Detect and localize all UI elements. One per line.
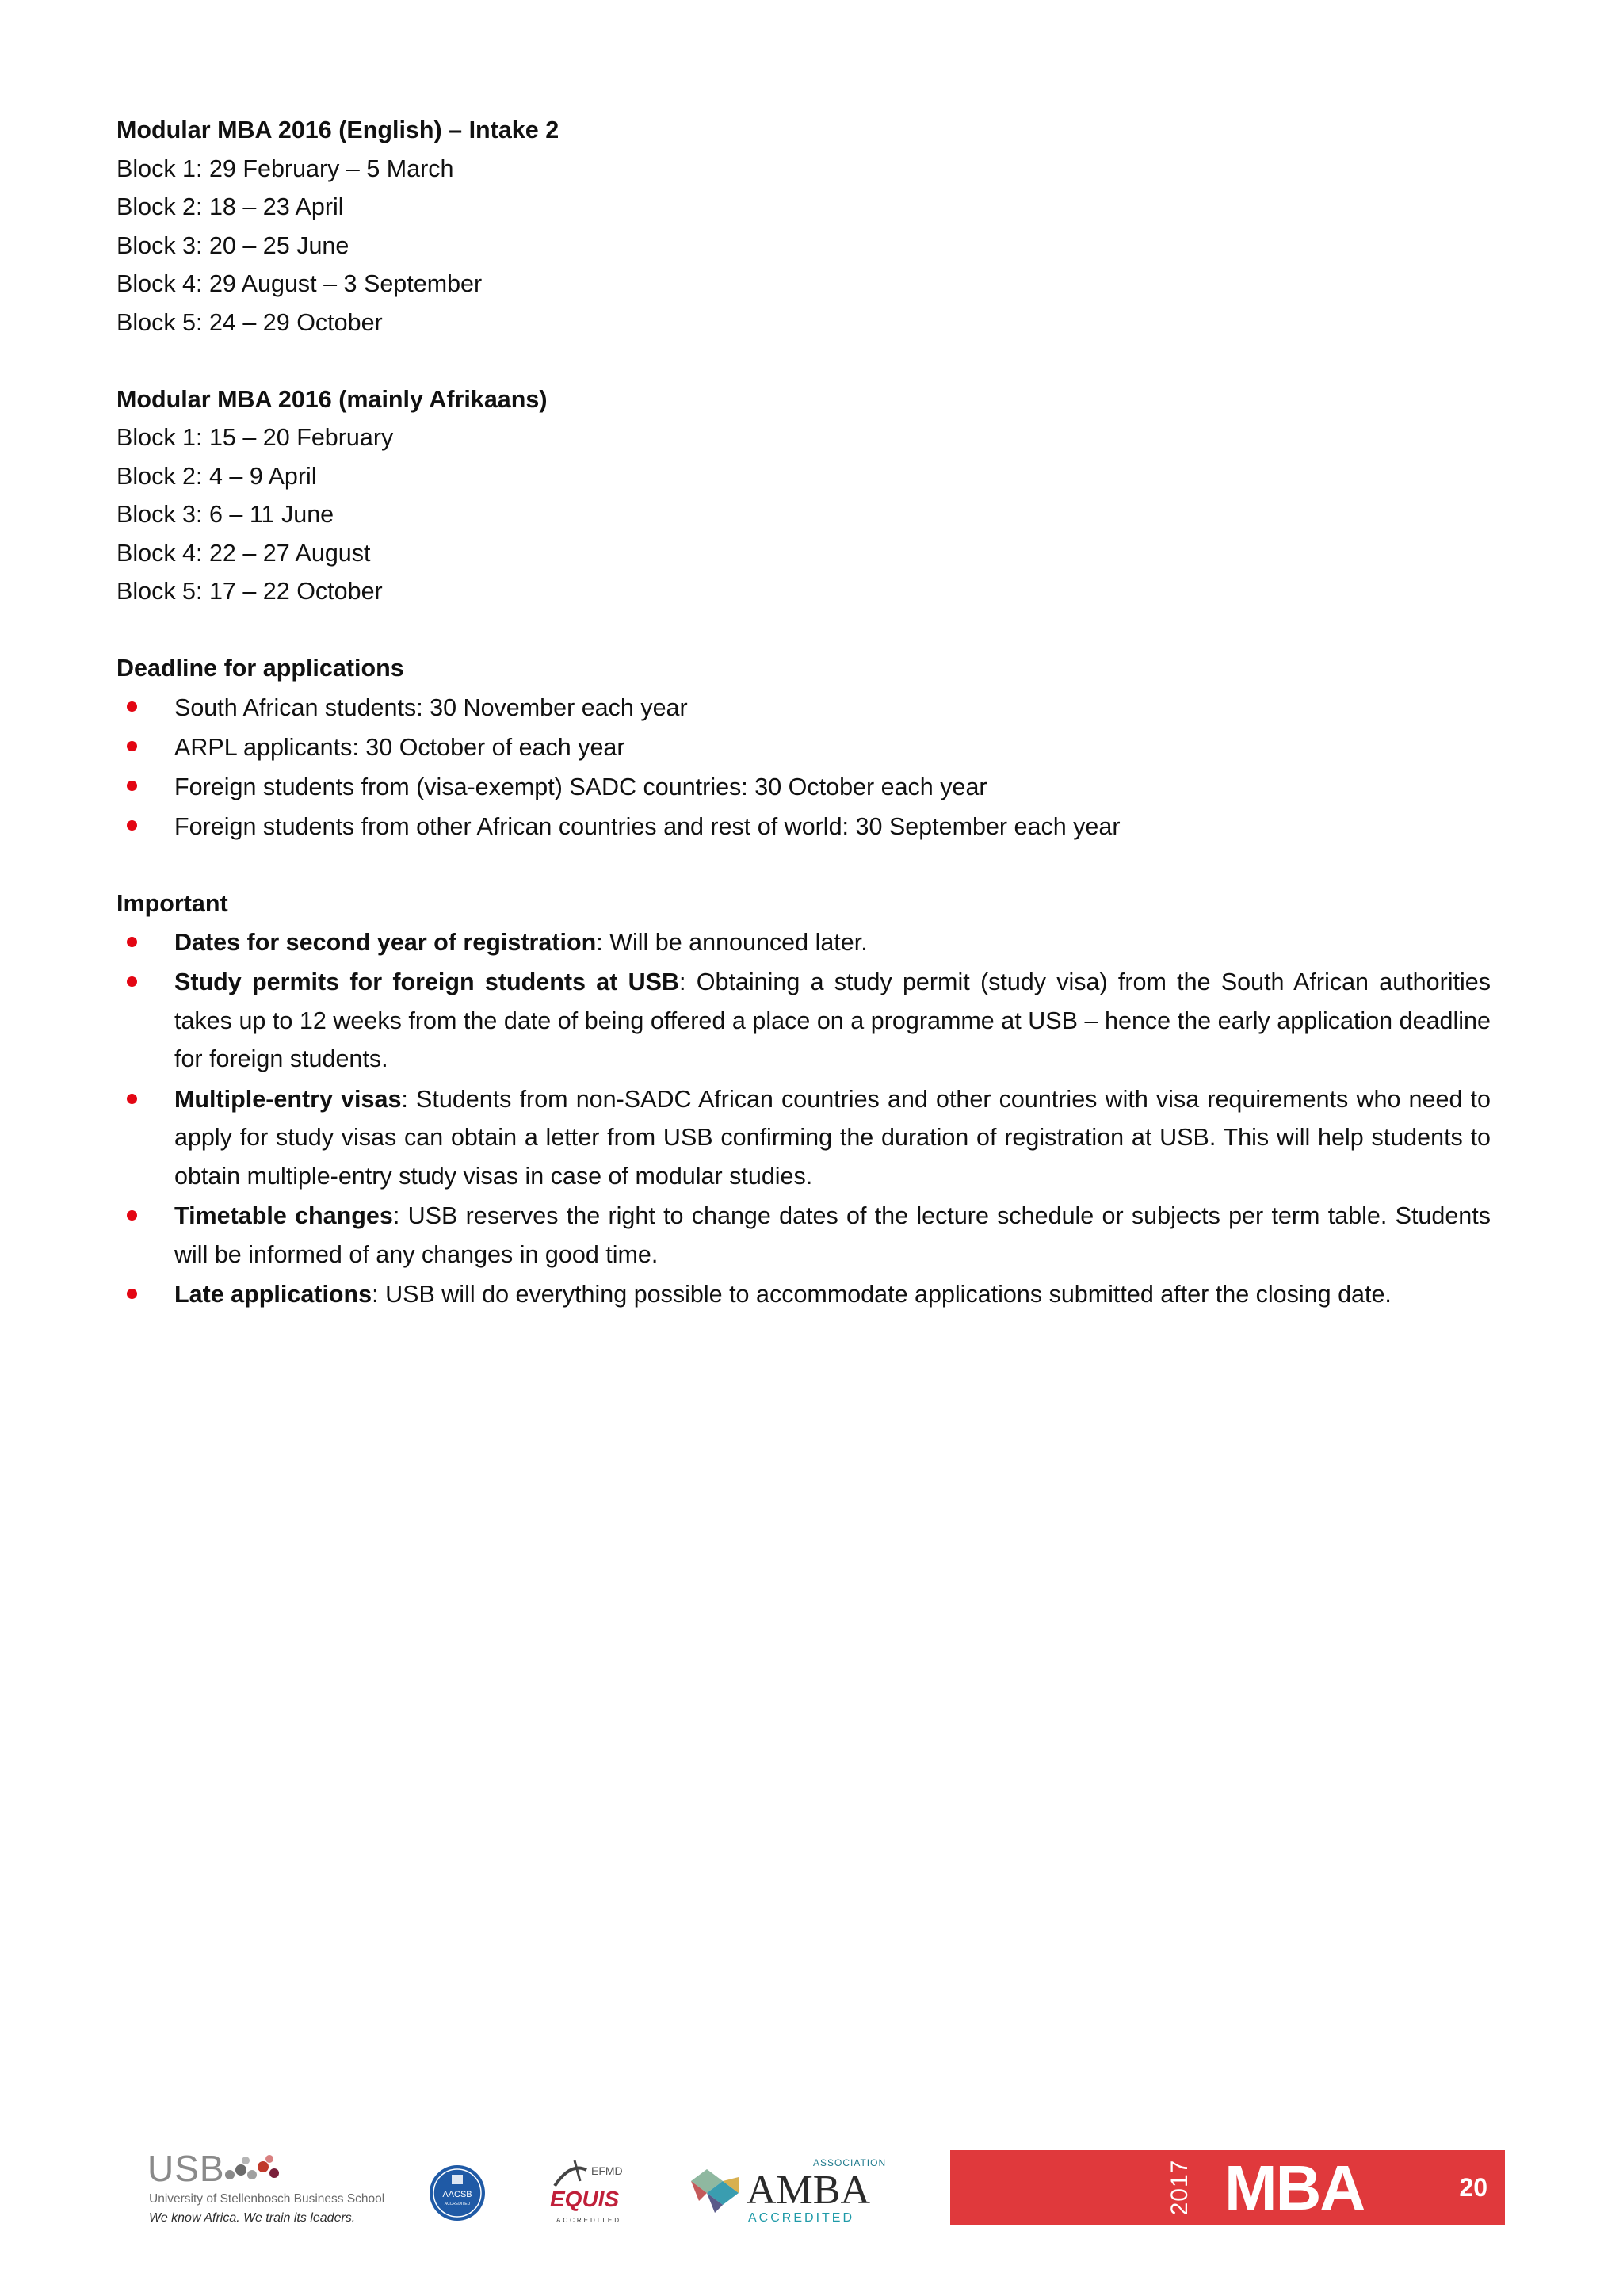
important-item-text: : USB will do everything possible to accommodate applications submitted after the closing date. xyxy=(372,1281,1392,1308)
spacer xyxy=(116,611,1491,650)
intake2-block-5: Block 5: 24 – 29 October xyxy=(116,308,383,336)
deadline-item xyxy=(116,767,1491,807)
important-item xyxy=(116,963,1491,1079)
afrikaans-block-3: Block 3: 6 – 11 June xyxy=(116,501,334,528)
important-item-term: Timetable changes xyxy=(174,1202,393,1229)
deadline-heading: Deadline for applications xyxy=(116,655,404,682)
spacer xyxy=(116,342,1491,380)
usb-tagline: We know Africa. We train its leaders. xyxy=(149,2211,356,2225)
deadline-item xyxy=(116,807,1491,846)
intake2-block-3: Block 3: 20 – 25 June xyxy=(116,231,349,259)
important-item xyxy=(116,1275,1491,1314)
deadline-item xyxy=(116,728,1491,767)
important-item xyxy=(116,1080,1491,1196)
equis-wordmark: EQUIS xyxy=(550,2187,620,2211)
important-section xyxy=(116,884,1491,1314)
bullet-dot-icon xyxy=(127,1210,137,1221)
important-heading: Important xyxy=(116,890,228,917)
usb-people-icon xyxy=(222,2154,285,2186)
important-item-term: Late applications xyxy=(174,1281,372,1308)
equis-accredited: ACCREDITED xyxy=(556,2217,622,2224)
banner-year: 2017 xyxy=(1167,2159,1193,2216)
amba-accredited: ACCREDITED xyxy=(748,2211,855,2225)
amba-diamond-icon xyxy=(683,2165,747,2221)
page-footer xyxy=(0,2140,1623,2235)
bullet-dot-icon xyxy=(127,741,137,751)
spacer xyxy=(116,846,1491,885)
afrikaans-block-1: Block 1: 15 – 20 February xyxy=(116,424,394,451)
bullet-dot-icon xyxy=(127,820,137,831)
banner-mba-wordmark: MBA xyxy=(1224,2153,1365,2223)
bullet-dot-icon xyxy=(127,701,137,712)
bullet-dot-icon xyxy=(127,1094,137,1104)
deadline-section xyxy=(116,649,1491,846)
important-item xyxy=(116,1197,1491,1274)
amba-association-text: ASSOCIATION xyxy=(813,2157,887,2168)
intake2-section xyxy=(116,111,1491,342)
aacsb-seal-text: AACSB xyxy=(442,2190,472,2199)
mba-banner xyxy=(950,2150,1505,2225)
page-content xyxy=(116,111,1491,1316)
intake2-block-2: Block 2: 18 – 23 April xyxy=(116,193,344,220)
important-item xyxy=(116,923,1491,962)
usb-subtitle: University of Stellenbosch Business School xyxy=(149,2192,385,2206)
important-item-text: : Students from non-SADC African countries and other countries with visa requirements who need to apply for study visas can obtain a letter from USB confirming the duration of registration at USB. This will help students to obtain multiple-entry study visas in case of modular studies. xyxy=(174,1085,1491,1190)
deadline-item xyxy=(116,688,1491,728)
amba-wordmark: AMBA xyxy=(747,2168,871,2213)
important-item-text: : Obtaining a study permit (study visa) from the South African authorities takes up to 12 weeks from the date of being offered a place on a programme at USB – hence the early application deadline for foreign students. xyxy=(174,968,1491,1072)
important-item-term: Multiple-entry visas xyxy=(174,1085,402,1113)
important-list xyxy=(116,923,1491,1314)
intake2-block-4: Block 4: 29 August – 3 September xyxy=(116,270,483,297)
important-item-term: Dates for second year of registration xyxy=(174,928,597,956)
intake2-block-1: Block 1: 29 February – 5 March xyxy=(116,155,454,182)
aacsb-seal-sub: ACCREDITED xyxy=(444,2202,471,2206)
intake2-heading: Modular MBA 2016 (English) – Intake 2 xyxy=(116,117,559,143)
important-item-text: : Will be announced later. xyxy=(596,928,868,956)
bullet-dot-icon xyxy=(127,781,137,791)
afrikaans-section xyxy=(116,380,1491,611)
deadline-item-text: ARPL applicants: 30 October of each year xyxy=(174,733,625,761)
afrikaans-block-4: Block 4: 22 – 27 August xyxy=(116,539,371,567)
amba-logo xyxy=(683,2157,887,2225)
usb-logo xyxy=(147,2148,385,2229)
afrikaans-heading: Modular MBA 2016 (mainly Afrikaans) xyxy=(116,385,548,413)
equis-logo xyxy=(539,2154,634,2227)
important-item-term: Study permits for foreign students at USB xyxy=(174,968,680,995)
bullet-dot-icon xyxy=(127,976,137,987)
bullet-dot-icon xyxy=(127,937,137,947)
page-number: 20 xyxy=(1459,2173,1487,2202)
afrikaans-block-5: Block 5: 17 – 22 October xyxy=(116,578,383,605)
deadline-list xyxy=(116,688,1491,846)
deadline-item-text: South African students: 30 November each year xyxy=(174,693,688,721)
afrikaans-block-2: Block 2: 4 – 9 April xyxy=(116,462,317,490)
equis-efmd-text: EFMD xyxy=(591,2164,623,2177)
deadline-item-text: Foreign students from other African countries and rest of world: 30 September each year xyxy=(174,812,1121,840)
bullet-dot-icon xyxy=(127,1289,137,1299)
important-item-text: : USB reserves the right to change dates of the lecture schedule or subjects per term table. Students will be informed of any changes in good time. xyxy=(174,1202,1491,1268)
aacsb-seal-icon xyxy=(428,2164,487,2222)
usb-logo-wordmark: USB xyxy=(147,2148,225,2189)
deadline-item-text: Foreign students from (visa-exempt) SADC countries: 30 October each year xyxy=(174,773,987,800)
